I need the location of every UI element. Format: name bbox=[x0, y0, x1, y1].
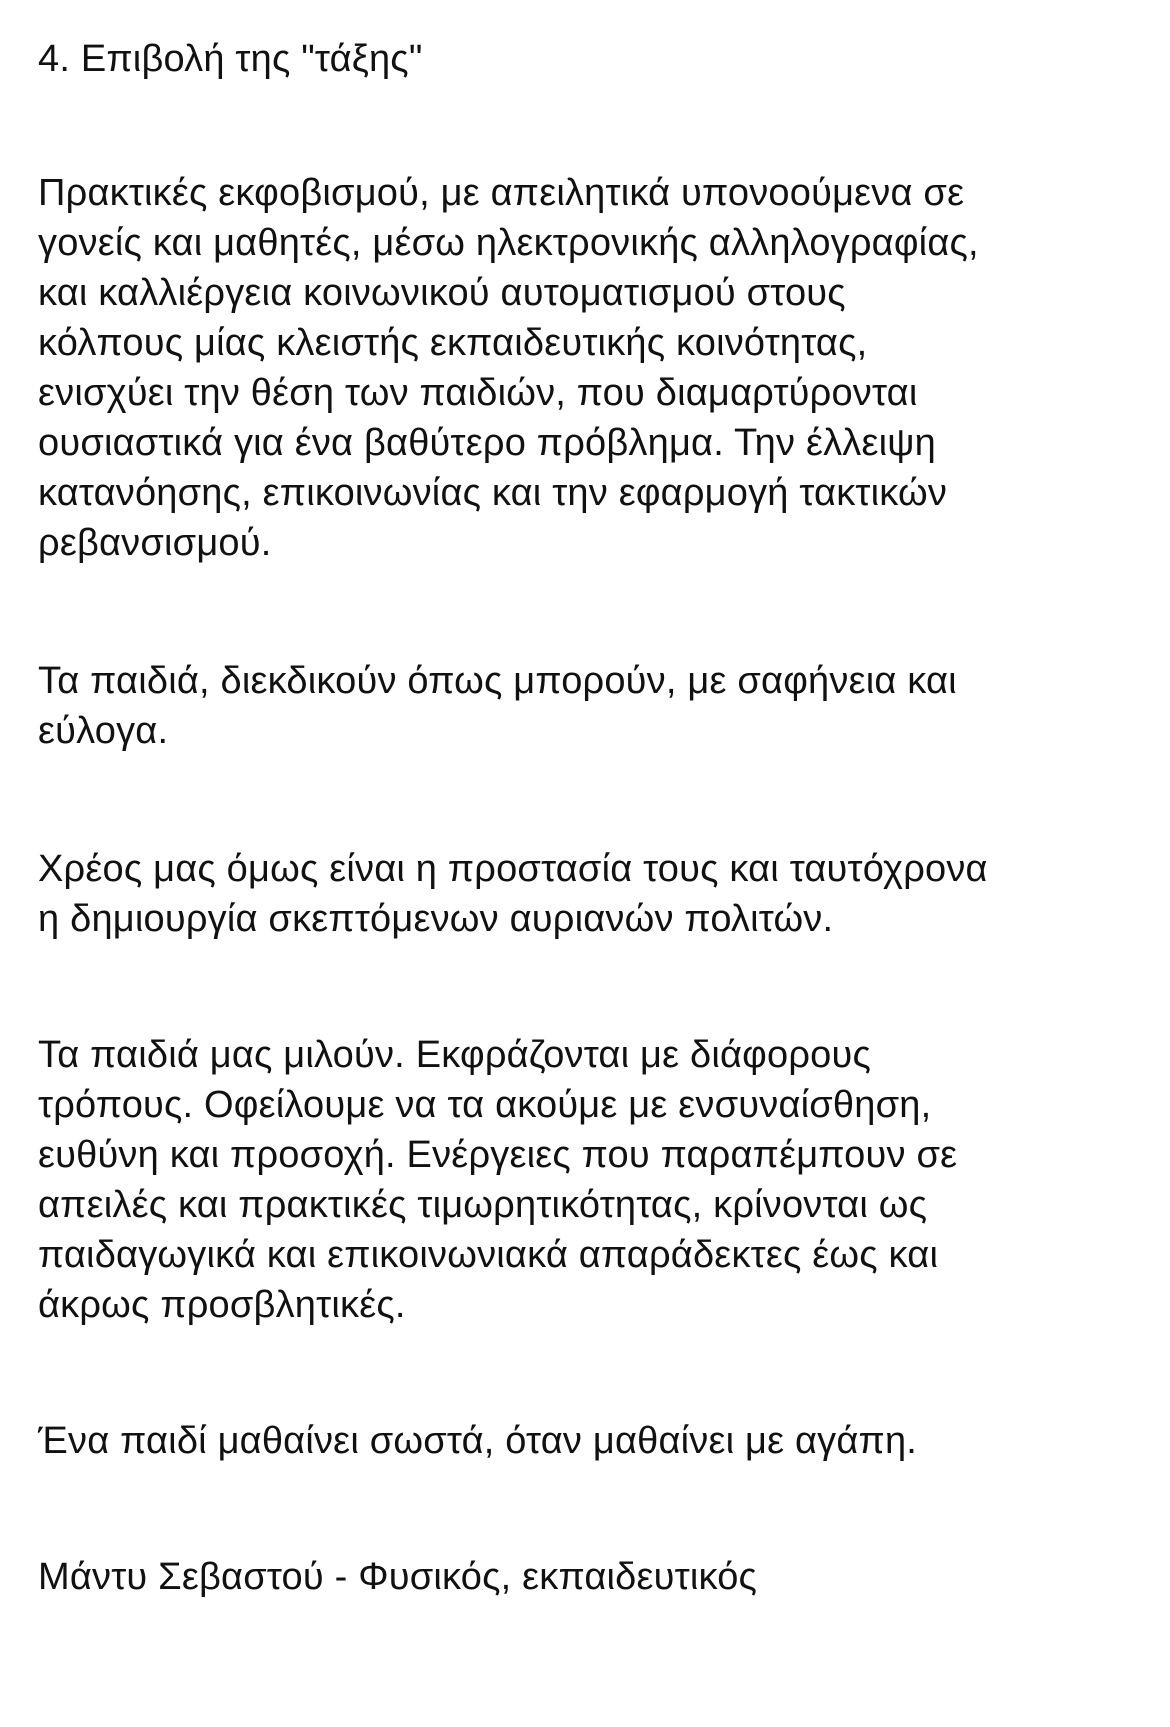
text-line: η δημιουργία σκεπτόμενων αυριανών πολιτών. bbox=[38, 898, 834, 940]
text-line: εύλογα. bbox=[38, 710, 169, 752]
text-line: απειλές και πρακτικές τιμωρητικότητας, κρίνονται ως bbox=[38, 1184, 928, 1226]
paragraph-children-claim bbox=[38, 656, 1148, 756]
paragraph-intimidation bbox=[38, 168, 1148, 568]
text-line: Χρέος μας όμως είναι η προστασία τους και ταυτόχρονα bbox=[38, 848, 988, 890]
text-line: Πρακτικές εκφοβισμού, με απειλητικά υπονοούμενα σε bbox=[38, 172, 965, 214]
signature-text: Μάντυ Σεβαστού - Φυσικός, εκπαιδευτικός bbox=[38, 1556, 758, 1598]
text-line: Τα παιδιά, διεκδικούν όπως μπορούν, με σαφήνεια και bbox=[38, 660, 957, 702]
section-heading: 4. Επιβολή της "τάξης" bbox=[38, 38, 423, 80]
text-line: κόλπους μίας κλειστής εκπαιδευτικής κοινότητας, bbox=[38, 322, 868, 364]
text-line: Τα παιδιά μας μιλούν. Εκφράζονται με διάφορους bbox=[38, 1034, 871, 1076]
signature bbox=[38, 1552, 1148, 1602]
text-line: παιδαγωγικά και επικοινωνιακά απαράδεκτες έως και bbox=[38, 1234, 939, 1276]
text-line: ουσιαστικά για ένα βαθύτερο πρόβλημα. Την έλλειψη bbox=[38, 422, 936, 464]
paragraph-love bbox=[38, 1416, 1148, 1466]
text-line: κατανόησης, επικοινωνίας και την εφαρμογή τακτικών bbox=[38, 472, 948, 514]
text-line: άκρως προσβλητικές. bbox=[38, 1284, 406, 1326]
paragraph-children-speak bbox=[38, 1030, 1148, 1330]
paragraph-duty bbox=[38, 844, 1148, 944]
text-line: και καλλιέργεια κοινωνικού αυτοματισμού στους bbox=[38, 272, 846, 314]
text-line: γονείς και μαθητές, μέσω ηλεκτρονικής αλληλογραφίας, bbox=[38, 222, 979, 264]
document-body bbox=[38, 34, 1148, 1602]
text-line: ευθύνη και προσοχή. Ενέργειες που παραπέμπουν σε bbox=[38, 1134, 958, 1176]
text-line: Ένα παιδί μαθαίνει σωστά, όταν μαθαίνει με αγάπη. bbox=[38, 1420, 918, 1462]
text-line: τρόπους. Οφείλουμε να τα ακούμε με ενσυναίσθηση, bbox=[38, 1084, 932, 1126]
text-line: ενισχύει την θέση των παιδιών, που διαμαρτύρονται bbox=[38, 372, 918, 414]
text-line: ρεβανσισμού. bbox=[38, 522, 272, 564]
